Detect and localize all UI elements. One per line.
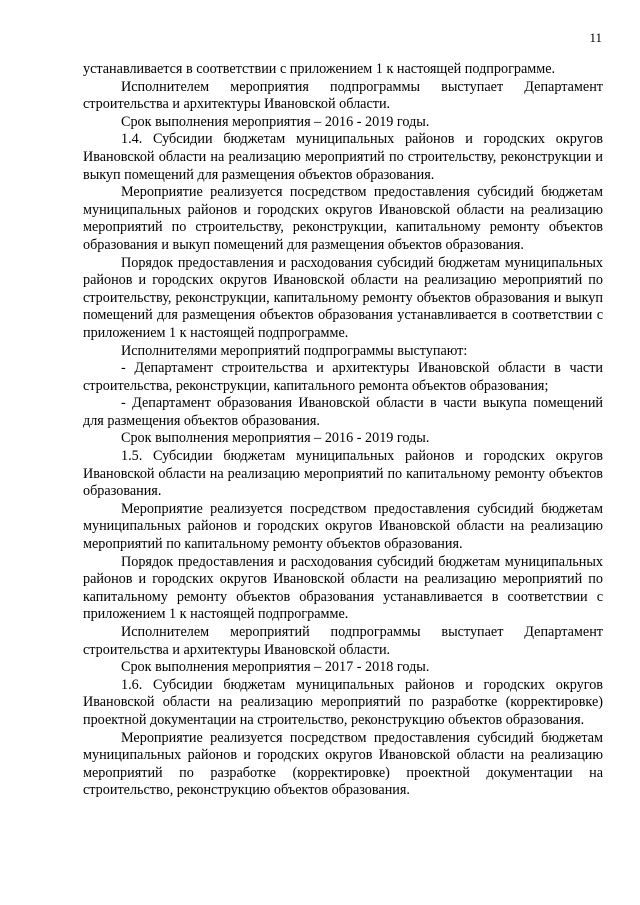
- paragraph-implementation: Мероприятие реализуется посредством предоставления субсидий бюджетам муниципальных районов и городских округов Ивановской области на реализацию мероприятий по разработке (корректировке) проектной документации на строительство, реконструкцию объектов образования.: [83, 729, 603, 799]
- section-heading-1-6: 1.6. Субсидии бюджетам муниципальных районов и городских округов Ивановской области на реализацию мероприятий по разработке (корректировке) проектной документации на строительство, реконструкцию объектов образования.: [83, 676, 603, 728]
- paragraph-executors-intro: Исполнителями мероприятий подпрограммы выступают:: [121, 342, 468, 359]
- paragraph-term: Срок выполнения мероприятия – 2017 - 2018 годы.: [121, 659, 430, 676]
- paragraph-executor: Исполнителем мероприятия подпрограммы выступает Департамент строительства и архитектуры Ивановской области.: [83, 78, 603, 113]
- page-number: 11: [589, 30, 602, 45]
- paragraph-term: Срок выполнения мероприятия – 2016 - 2019 годы.: [121, 430, 430, 447]
- paragraph-implementation: Мероприятие реализуется посредством предоставления субсидий бюджетам муниципальных районов и городских округов Ивановской области на реализацию мероприятий по капитальному ремонту объектов образования.: [83, 500, 603, 553]
- list-item-executor: - Департамент строительства и архитектуры Ивановской области в части строительства, реконструкции, капитального ремонта объектов образования;: [83, 360, 603, 394]
- section-heading-1-4: 1.4. Субсидии бюджетам муниципальных районов и городских округов Ивановской области на реализацию мероприятий по строительству, реконструкции и выкуп помещений для размещения объектов образования.: [83, 131, 603, 183]
- paragraph-executor: Исполнителем мероприятий подпрограммы выступает Департамент строительства и архитектуры Ивановской области.: [83, 624, 603, 658]
- paragraph-implementation: Мероприятие реализуется посредством предоставления субсидий бюджетам муниципальных районов и городских округов Ивановской области на реализацию мероприятий по строительству, реконструкции, капитальному ремонту объектов образования и выкуп помещений для размещения объектов образования.: [83, 184, 603, 253]
- paragraph-procedure: Порядок предоставления и расходования субсидий бюджетам муниципальных районов и городских округов Ивановской области на реализацию мероприятий по строительству, реконструкции, капитальному ремонту объектов образования и выкуп помещений для размещения объектов образования устанавливается в соответствии с приложением 1 к настоящей подпрограмме.: [83, 254, 603, 341]
- list-item-executor: - Департамент образования Ивановской области в части выкупа помещений для размещения объектов образования.: [83, 395, 603, 429]
- paragraph-term: Срок выполнения мероприятия – 2016 - 2019 годы.: [121, 113, 430, 130]
- document-body: [83, 61, 603, 800]
- paragraph-continuation: устанавливается в соответствии с приложением 1 к настоящей подпрограмме.: [83, 61, 556, 77]
- paragraph-procedure: Порядок предоставления и расходования субсидий бюджетам муниципальных районов и городских округов Ивановской области на реализацию мероприятий по капитальному ремонту объектов образования устанавливается в соответствии с приложением 1 к настоящей подпрограмме.: [83, 553, 603, 623]
- section-heading-1-5: 1.5. Субсидии бюджетам муниципальных районов и городских округов Ивановской области на реализацию мероприятий по капитальному ремонту объектов образования.: [83, 448, 603, 500]
